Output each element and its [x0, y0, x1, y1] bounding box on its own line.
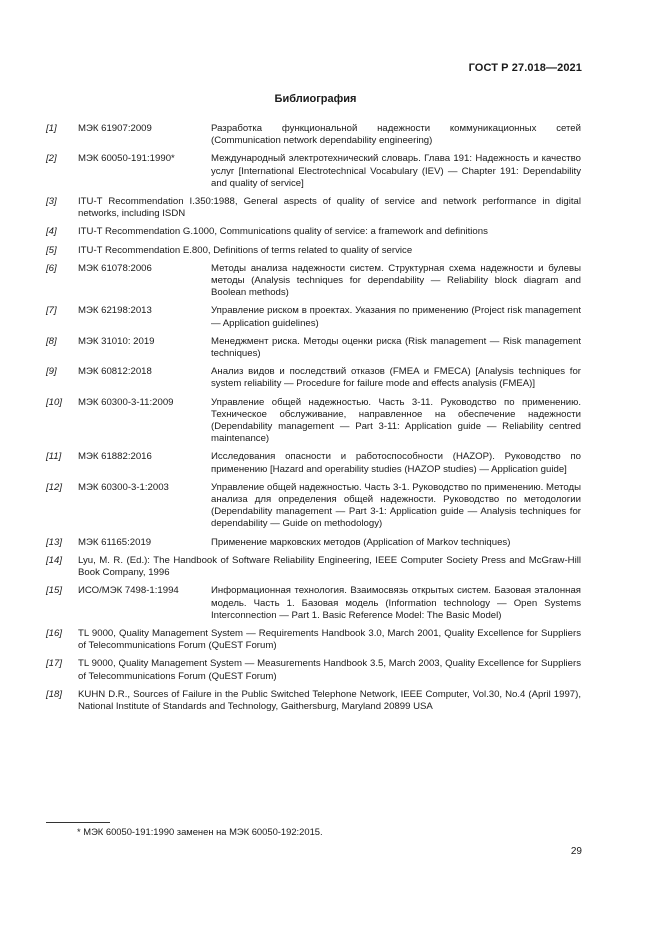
entry-code: МЭК 61078:2006: [78, 262, 152, 274]
bibliography-entry: [46, 245, 581, 257]
entry-number: [14]: [46, 554, 63, 566]
entry-number: [18]: [46, 688, 63, 700]
entry-description: KUHN D.R., Sources of Failure in the Public Switched Telephone Network, IEEE Computer, Vol.30, No.4 (April 1997), National Institute of Standards and Technology, Gaithersburg, Maryland 20899 USA: [78, 688, 581, 712]
entry-description: Менеджмент риска. Методы оценки риска (Risk management — Risk management techniques): [211, 335, 581, 360]
standard-designation: ГОСТ Р 27.018—2021: [468, 62, 582, 74]
entry-code: МЭК 61907:2009: [78, 123, 152, 134]
entry-description: Информационная технология. Взаимосвязь открытых систем. Базовая эталонная модель. Часть 1. Базовая модель (Information technology — Open Systems Interconnection — Part 1. Basic Reference Model: The Basic Model): [211, 585, 581, 621]
entry-number: [5]: [46, 244, 57, 256]
entry-number: [16]: [46, 627, 63, 639]
entry-number: [2]: [46, 153, 57, 165]
page-number: 29: [570, 846, 582, 857]
bibliography-entry: [46, 537, 581, 549]
entry-number: [11]: [46, 451, 62, 463]
entry-number: [15]: [46, 585, 63, 597]
entry-description: Методы анализа надежности систем. Структурная схема надежности и булевы методы (Analysis techniques for dependability — Reliability block diagram and Boolean methods): [211, 262, 581, 299]
entry-description: Анализ видов и последствий отказов (FMEA и FMECA) [Analysis techniques for system reliability — Procedure for failure mode and effects analysis (FMEA)]: [211, 366, 581, 390]
entry-code: МЭК 60812:2018: [78, 366, 152, 378]
entry-description: Применение марковских методов (Application of Markov techniques): [211, 536, 511, 548]
entry-description: Управление общей надежностью. Часть 3-1. Руководство по применению. Методы анализа для определения общей надежности. Руководство по методологии (Dependability management — Part 3-1: Application guide — Analysis techniques for dependability — Guide on methodology): [211, 481, 581, 530]
footnote-divider: [46, 822, 110, 823]
entry-code: МЭК 60300-3-11:2009: [78, 396, 174, 408]
entry-description: Управление риском в проектах. Указания по применению (Project risk management — Application guidelines): [211, 305, 581, 329]
entry-number: [1]: [46, 123, 57, 134]
entry-code: МЭК 61882:2016: [78, 451, 152, 463]
bibliography-entry: [46, 196, 581, 220]
entry-number: [3]: [46, 196, 57, 208]
entry-number: [9]: [46, 366, 57, 378]
entry-code: МЭК 60300-3-1:2003: [78, 481, 169, 493]
entry-description: ITU-T Recommendation I.350:1988, General aspects of quality of service and network performance in digital networks, including ISDN: [78, 196, 581, 220]
bibliography-entry: [46, 305, 581, 329]
entry-number: [10]: [46, 396, 63, 408]
page-title: Библиография: [274, 93, 357, 105]
bibliography-entry: [46, 658, 581, 682]
bibliography-entry: [46, 397, 581, 446]
bibliography-list: [46, 123, 581, 719]
bibliography-entry: [46, 585, 581, 622]
bibliography-entry: [46, 263, 581, 300]
bibliography-entry: [46, 226, 581, 238]
bibliography-entry: [46, 628, 581, 652]
entry-code: МЭК 60050-191:1990*: [78, 153, 175, 165]
footnote: * МЭК 60050-191:1990 заменен на МЭК 60050-192:2015.: [77, 826, 323, 837]
entry-description: Разработка функциональной надежности коммуникационных сетей (Communication network dependability engineering): [211, 123, 581, 147]
bibliography-entry: [46, 123, 581, 147]
bibliography-entry: [46, 482, 581, 531]
entry-number: [17]: [46, 658, 63, 670]
bibliography-entry: [46, 451, 581, 475]
bibliography-entry: [46, 336, 581, 360]
entry-description: Исследования опасности и работоспособности (HAZOP). Руководство по применению [Hazard and operability studies (HAZOP studies) — Application guide]: [211, 451, 581, 475]
entry-number: [7]: [46, 305, 57, 317]
bibliography-entry: [46, 153, 581, 190]
entry-description: Управление общей надежностью. Часть 3-11. Руководство по применению. Техническое обслуживание, направленное на обеспечение надежности (Dependability management — Part 3-11: Application guide — Reliability centred maintenance): [211, 396, 581, 445]
entry-description: TL 9000, Quality Management System — Measurements Handbook 3.5, March 2003, Quality Excellence for Suppliers of Telecommunications Forum (QuEST Forum): [78, 658, 581, 682]
entry-number: [6]: [46, 262, 57, 274]
entry-code: МЭК 62198:2013: [78, 305, 152, 317]
entry-number: [4]: [46, 226, 57, 238]
bibliography-entry: [46, 689, 581, 713]
entry-description: ITU-T Recommendation G.1000, Communications quality of service: a framework and definitions: [78, 226, 488, 238]
entry-number: [13]: [46, 536, 63, 548]
entry-code: ИСО/МЭК 7498-1:1994: [78, 585, 179, 597]
entry-number: [8]: [46, 335, 57, 347]
entry-description: TL 9000, Quality Management System — Requirements Handbook 3.0, March 2001, Quality Excellence for Suppliers of Telecommunications Forum (QuEST Forum): [78, 627, 581, 652]
entry-code: МЭК 31010: 2019: [78, 335, 155, 347]
bibliography-entry: [46, 555, 581, 579]
entry-description: ITU-T Recommendation E.800, Definitions of terms related to quality of service: [78, 244, 413, 256]
entry-description: Lyu, M. R. (Ed.): The Handbook of Software Reliability Engineering, IEEE Computer Society Press and McGraw-Hill Book Company, 1996: [78, 554, 581, 579]
entry-number: [12]: [46, 481, 63, 493]
bibliography-entry: [46, 366, 581, 390]
entry-code: МЭК 61165:2019: [78, 536, 152, 548]
entry-description: Международный электротехнический словарь. Глава 191: Надежность и качество услуг [International Electrotechnical Vocabulary (IEV) — Chapter 191: Dependability and quality of service]: [211, 153, 581, 189]
